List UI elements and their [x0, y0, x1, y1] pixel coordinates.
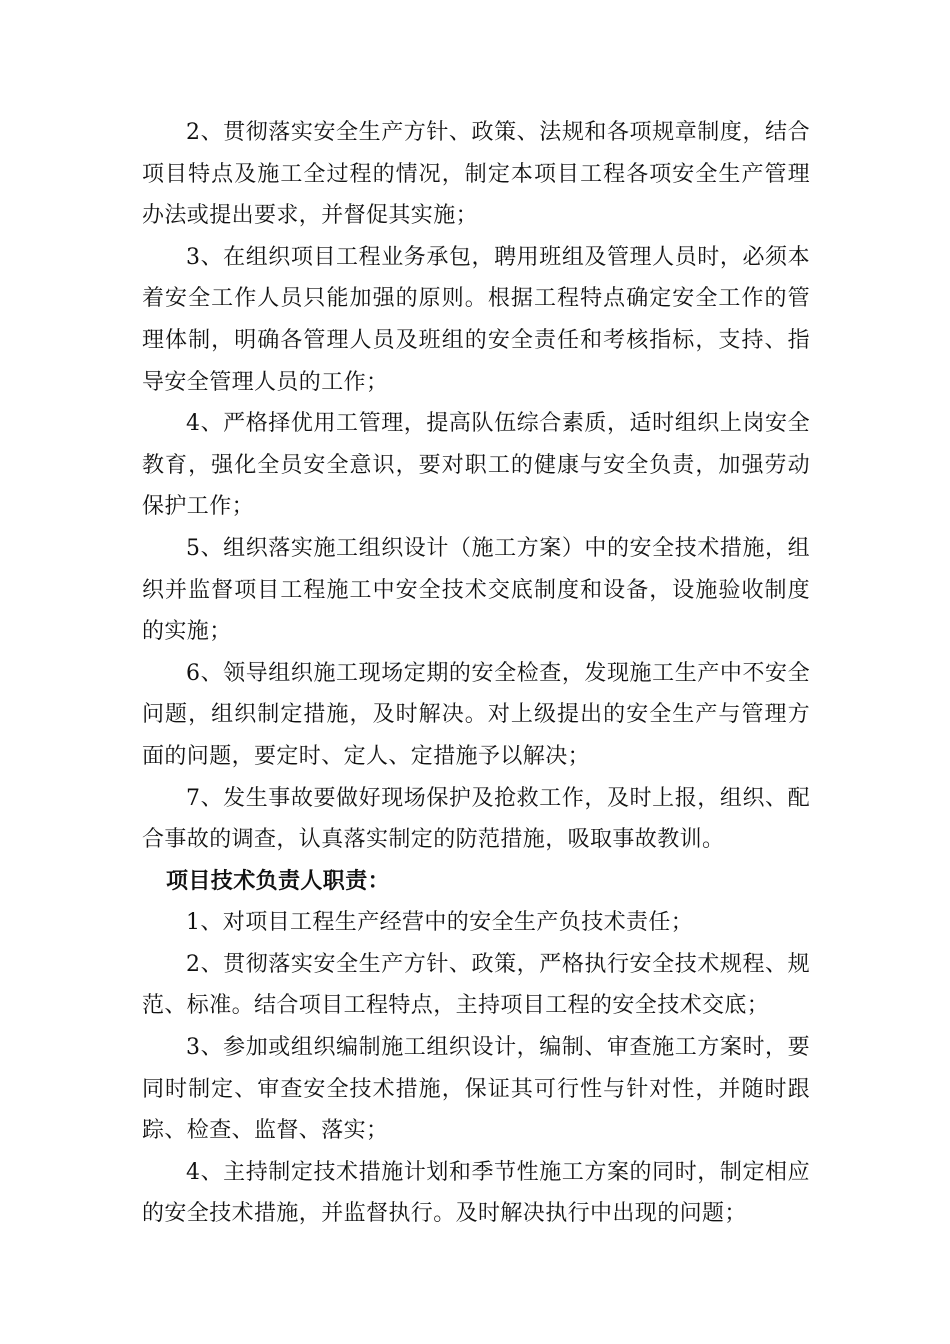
- section-heading: 项目技术负责人职责：: [166, 867, 391, 894]
- paragraph-tech-item-3: 3、参加或组织编制施工组织设计，编制、审查施工方案时，要同时制定、审查安全技术措施，保证其可行性与针对性，并随时跟踪、检查、监督、落实；: [142, 1035, 810, 1144]
- document-body: [142, 112, 810, 1235]
- paragraph-tech-item-1: 1、对项目工程生产经营中的安全生产负技术责任；: [186, 910, 694, 936]
- paragraph-item-6-inspection: 6、领导组织施工现场定期的安全检查，发现施工生产中不安全问题，组织制定措施，及时解决。对上级提出的安全生产与管理方面的问题，要定时、定人、定措施予以解决；: [142, 660, 810, 769]
- paragraph-item-7-accident: 7、发生事故要做好现场保护及抢救工作，及时上报，组织、配合事故的调查，认真落实制定的防范措施，吸取事故教训。: [142, 785, 810, 853]
- paragraph-item-5-technical-measures: 5、组织落实施工组织设计（施工方案）中的安全技术措施，组织并监督项目工程施工中安全技术交底制度和设备，设施验收制度的实施；: [142, 535, 810, 645]
- paragraph-item-4-labor: 4、严格择优用工管理，提高队伍综合素质，适时组织上岗安全教育，强化全员安全意识，要对职工的健康与安全负责，加强劳动保护工作；: [142, 411, 810, 520]
- paragraph-item-3-contracting: 3、在组织项目工程业务承包，聘用班组及管理人员时，必须本着安全工作人员只能加强的原则。根据工程特点确定安全工作的管理体制，明确各管理人员及班组的安全责任和考核指标，支持、指导安全管理人员的工作；: [142, 244, 810, 395]
- paragraph-tech-item-2: 2、贯彻落实安全生产方针、政策，严格执行安全技术规程、规范、标准。结合项目工程特点，主持项目工程的安全技术交底；: [142, 951, 810, 1019]
- paragraph-item-2-policy: 2、贯彻落实安全生产方针、政策、法规和各项规章制度，结合项目特点及施工全过程的情况，制定本项目工程各项安全生产管理办法或提出要求，并督促其实施；: [142, 120, 810, 229]
- paragraph-tech-item-4: 4、主持制定技术措施计划和季节性施工方案的同时，制定相应的安全技术措施，并监督执行。及时解决执行中出现的问题；: [142, 1159, 810, 1227]
